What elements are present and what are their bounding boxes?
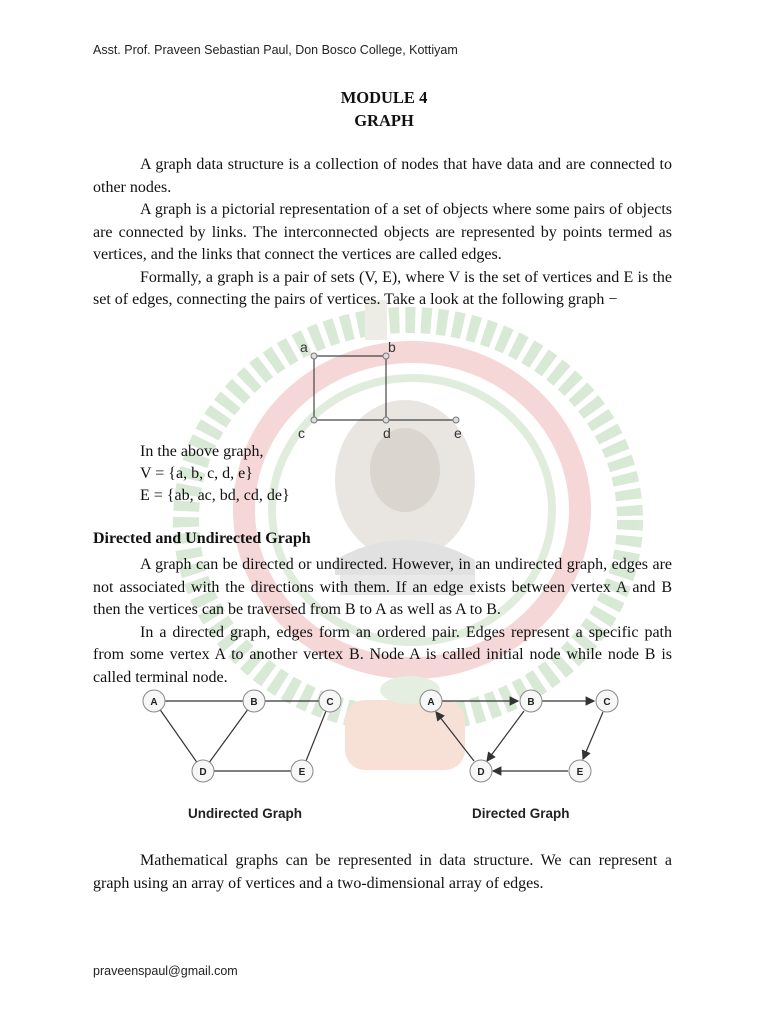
d-node-d [470,760,492,782]
u-node-b [243,690,265,712]
vertex-label-b: b [388,339,396,355]
vertex-label-c: c [298,425,305,441]
module-title: MODULE 4 [340,88,428,107]
set-intro: In the above graph, [140,443,264,460]
u-edge-ad [154,701,203,771]
vertex-label-a: a [300,339,308,355]
vertex-d [383,417,389,423]
u-edge-bd [203,701,254,771]
paragraph-undirected: A graph can be directed or undirected. However, in an undirected graph, edges are not associated with the directions with them. If an edge exists between vertex A and B then the vertices can be traversed from B to A as well as A to B. [93,556,672,618]
d-node-e [569,760,591,782]
vertex-label-e: e [454,425,462,441]
d-node-a [420,690,442,712]
page-header: Asst. Prof. Praveen Sebastian Paul, Don Bosco College, Kottiyam [93,43,458,57]
paragraph-formal: Formally, a graph is a pair of sets (V, E), where V is the set of vertices and E is the set of edges, connecting the pairs of vertices. Take a look at the following graph − [93,268,672,308]
page-footer: praveenspaul@gmail.com [93,964,238,978]
d-node-b [520,690,542,712]
svg-text:C: C [603,697,611,708]
svg-text:B: B [250,697,258,708]
example-graph-diagram [290,338,490,448]
paragraph-definition: A graph data structure is a collection of nodes that have data and are connected to other nodes. [93,156,672,196]
svg-text:E: E [298,767,306,778]
d-node-c [596,690,618,712]
u-node-d [192,760,214,782]
svg-text:E: E [576,767,584,778]
intro-text [93,154,672,312]
u-node-e [291,760,313,782]
svg-text:D: D [477,767,485,778]
set-definitions [140,441,290,507]
undirected-graph-caption: Undirected Graph [188,806,303,821]
section-heading: Directed and Undirected Graph [93,530,311,547]
vertex-a [311,353,317,359]
section-text [93,554,672,689]
d-edge-da [436,712,474,761]
u-node-a [143,690,165,712]
vertex-set: V = {a, b, c, d, e} [140,465,253,482]
paragraph-representation: Mathematical graphs can be represented in data structure. We can represent a graph using an array of vertices and a two-dimensional array of edges. [93,852,672,892]
directed-graph-diagram [407,688,627,788]
d-edge-bd [487,711,524,761]
svg-text:C: C [326,697,334,708]
svg-text:A: A [150,697,158,708]
vertex-c [311,417,317,423]
edge-set: E = {ab, ac, bd, cd, de} [140,487,290,504]
u-node-c [319,690,341,712]
paragraph-directed: In a directed graph, edges form an ordered pair. Edges represent a specific path from some vertex A to another vertex B. Node A is called initial node while node B is called terminal node. [93,623,672,686]
vertex-label-d: d [383,425,391,441]
undirected-graph-diagram [130,688,350,788]
vertex-e [453,417,459,423]
svg-text:B: B [527,697,535,708]
closing-text [93,850,672,895]
topic-title: GRAPH [354,111,414,130]
svg-text:D: D [199,767,207,778]
svg-text:A: A [427,697,435,708]
paragraph-pictorial: A graph is a pictorial representation of a set of objects where some pairs of objects are connected by links. The interconnected objects are represented by points termed as vertices, and the links that connect the vertices are called edges. [93,201,672,263]
d-edge-ce [583,712,603,759]
directed-graph-caption: Directed Graph [472,806,570,821]
